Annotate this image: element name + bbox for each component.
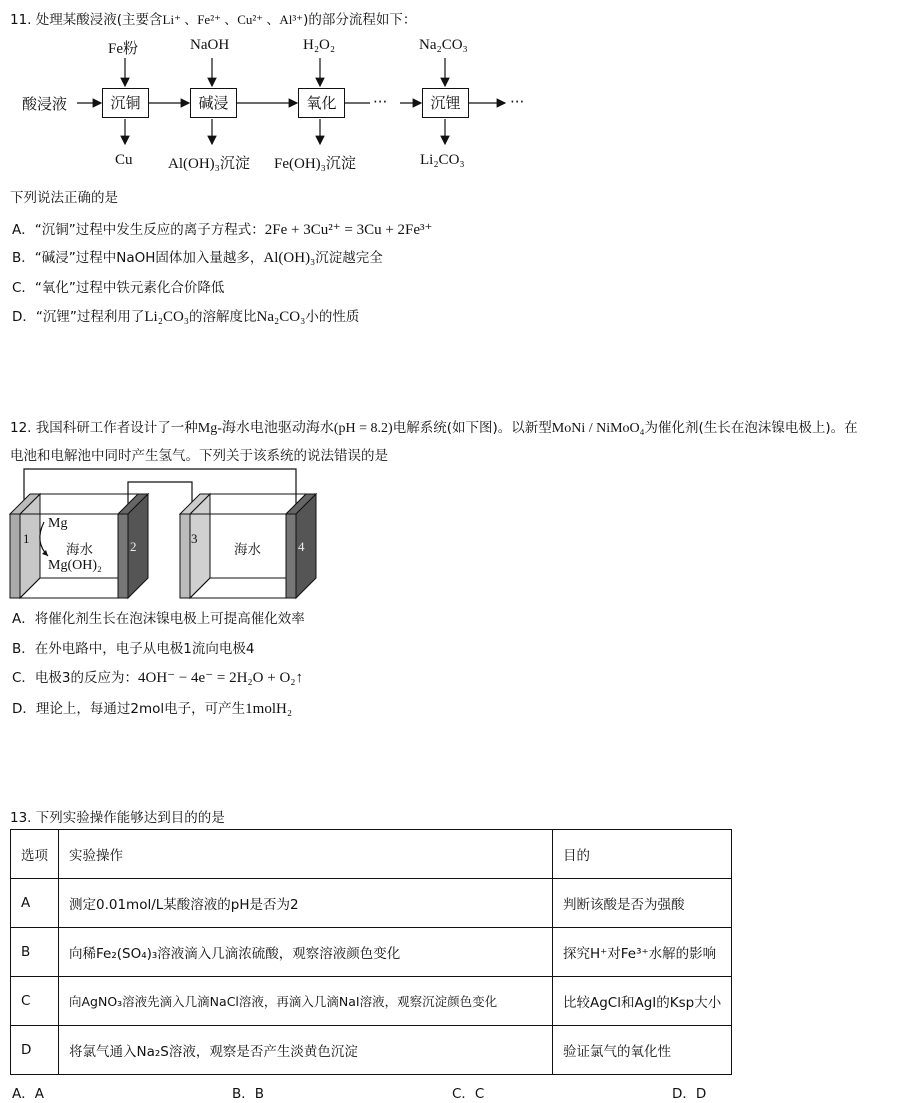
q11-stem [10,8,416,28]
cell1-mg-label: Mg [48,516,68,531]
flow-step-3: 氧化 [298,88,345,118]
electrode-3-label: 3 [191,531,198,546]
header-option: 选项 [11,830,59,879]
flow-step-4: 沉锂 [422,88,469,118]
q13-prompt: 13. 下列实验操作能够达到目的的是 [10,810,225,826]
table-row [11,1026,732,1075]
q13-answer-a[interactable]: A．A [12,1086,44,1102]
option-formula: 4OH⁻ − 4e⁻ = 2H₂O + O₂↑ [138,670,304,686]
table-row [11,879,732,928]
flow-step-2: 碱浸 [190,88,237,118]
table-row [11,977,732,1026]
flow-ellipsis-1: ··· [373,93,388,111]
q12-option-d[interactable] [12,697,292,718]
q12-stem-line1 [10,416,858,437]
q13-answer-d[interactable]: D．D [672,1086,707,1102]
cell1-seawater-label: 海水 [66,542,93,558]
cell-drawing [8,466,328,606]
option-text: A．“沉铜”过程中发生反应的离子方程式： [12,222,265,238]
option-text: C．“氧化”过程中铁元素化合价降低 [12,280,225,296]
option-formula-2: Na₂CO₃ [256,309,306,325]
q12-stem-c: 电解系统(如下图)。以新型 [392,420,552,436]
flow-step-1: 沉铜 [102,88,149,118]
option-text: C．电极3的反应为： [12,670,139,686]
option-text-tail: 沉淀越完全 [315,250,383,266]
q11-stem-ions: Li⁺ 、Fe²⁺ 、Cu²⁺ 、Al³⁺ [162,12,304,27]
electrode-4-label: 4 [298,539,305,554]
row-purpose: 验证氯气的氧化性 [553,1026,732,1075]
cell1-product-label: Mg(OH)₂ [48,558,102,573]
option-text: D．理论上，每通过2mol电子，可产生 [12,701,246,717]
row-option: A [11,879,59,928]
q11-prompt: 下列说法正确的是 [10,190,118,206]
q12-option-c[interactable] [12,666,303,687]
q13-table [10,829,732,1075]
q11-option-d[interactable] [12,305,359,326]
q11-option-a[interactable] [12,218,432,239]
table-row [11,928,732,977]
option-formula: 1molH₂ [245,701,293,717]
cell2-seawater-label: 海水 [234,542,261,558]
q13-answer-c[interactable]: C．C [452,1086,485,1102]
flow-ellipsis-2: ··· [510,93,525,111]
header-operation: 实验操作 [59,830,553,879]
row-option: D [11,1026,59,1075]
flow-reagent-2: NaOH [190,37,230,53]
option-text: B．“碱浸”过程中NaOH固体加入量越多， [12,250,264,266]
flow-product-1: Cu [115,152,133,168]
flow-arrows [0,30,560,205]
q11-option-b[interactable] [12,246,383,267]
flow-reagent-3: H₂O₂ [303,37,336,53]
electrode-2-label: 2 [130,539,137,554]
header-purpose: 目的 [553,830,732,879]
option-text: D．“沉锂”过程利用了 [12,309,145,325]
q11-stem-tail: )的部分流程如下： [303,12,417,28]
flow-product-2: Al(OH)₃沉淀 [168,156,250,172]
flow-product-3: Fe(OH)₃沉淀 [274,156,356,172]
electrode-1-label: 1 [23,531,30,546]
q12-option-a[interactable] [12,607,305,627]
q12-stem-e: 为催化剂(生长在泡沫镍电极上)。在 [644,420,858,436]
q12-stem-a: 12. 我国科研工作者设计了一种 [10,420,198,436]
row-purpose: 判断该酸是否为强酸 [553,879,732,928]
q12-stem-b: Mg-海水电池驱动海水(pH = 8.2) [197,421,393,436]
flow-product-4: Li₂CO₃ [420,152,465,168]
row-operation: 向稀Fe₂(SO₄)₃溶液滴入几滴浓硫酸，观察溶液颜色变化 [59,928,553,977]
option-formula: Al(OH)₃ [263,250,316,266]
option-text-tail: 的溶解度比 [189,309,257,325]
option-formula: 2Fe + 3Cu²⁺ = 3Cu + 2Fe³⁺ [264,222,433,238]
flow-reagent-1: Fe粉 [108,41,139,57]
row-purpose: 探究H⁺对Fe³⁺水解的影响 [553,928,732,977]
q13-answer-b[interactable]: B．B [232,1086,265,1102]
row-operation: 将氯气通入Na₂S溶液，观察是否产生淡黄色沉淀 [59,1026,553,1075]
q11-option-c[interactable] [12,276,224,296]
option-text-tail-2: 小的性质 [305,309,360,325]
row-operation: 测定0.01mol/L某酸溶液的pH是否为2 [59,879,553,928]
q11-stem-text: 11. 处理某酸浸液(主要含 [10,12,163,28]
row-purpose: 比较AgCl和AgI的Ksp大小 [553,977,732,1026]
row-operation: 向AgNO₃溶液先滴入几滴NaCl溶液，再滴入几滴NaI溶液，观察沉淀颜色变化 [59,977,553,1026]
table-header-row [11,830,732,879]
row-option: C [11,977,59,1026]
q12-option-b[interactable] [12,637,254,657]
flow-reagent-4: Na₂CO₃ [419,37,468,53]
q12-stem-line2: 电池和电解池中同时产生氢气。下列关于该系统的说法错误的是 [10,448,388,464]
option-text: A．将催化剂生长在泡沫镍电极上可提高催化效率 [12,611,305,627]
row-option: B [11,928,59,977]
option-text: B．在外电路中，电子从电极1流向电极4 [12,641,255,657]
q12-stem-d: MoNi / NiMoO₄ [551,421,645,436]
flow-input-label: 酸浸液 [22,95,68,113]
option-formula: Li₂CO₃ [144,309,190,325]
